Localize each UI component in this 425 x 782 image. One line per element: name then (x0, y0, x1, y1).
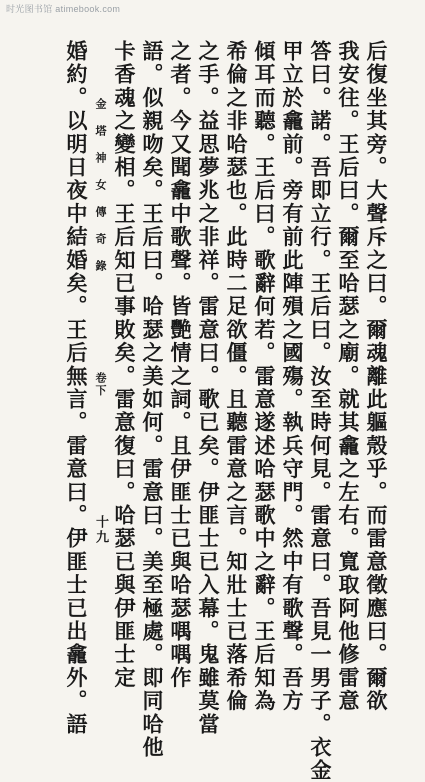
text-column-7: 之手。益思夢兆之非祥。雷意曰。歌已矣。伊匪士已入幕。鬼雖莫當 (196, 40, 221, 736)
text-column-10: 卡香魂之變相。王后知已事敗矣。雷意復曰。哈瑟已與伊匪士定 (112, 40, 137, 690)
text-column-4: 甲立於龕前。旁有前此陣殞之國殤。執兵守門。然中有歌聲。吾方 (280, 40, 305, 713)
text-column-6: 希倫之非哈瑟也。此時二足欲僵。且聽雷意之言。知壯士已落希倫 (224, 40, 249, 713)
text-column-3: 答曰。諾。吾即立行。王后曰。汝至時何見。雷意曰。吾見一男子。衣金 (308, 40, 333, 782)
margin-book-title: 金 塔 神 女 傳 奇 錄 (94, 98, 107, 273)
text-column-2: 我安往。王后曰。爾至哈瑟之廟。就其龕之左右。寬取阿他修雷意 (336, 40, 361, 713)
text-column-11: 婚約。以明日夜中結婚矣。王后無言。雷意曰。伊匪士已出龕外。語 (64, 40, 89, 736)
margin-volume-label: 卷下 (94, 372, 107, 397)
text-column-1: 后復坐其旁。大聲斥之曰。爾魂離此軀殼乎。而雷意徵應曰。爾欲 (364, 40, 389, 713)
text-column-5: 傾耳而聽。王后曰。歌辭何若。雷意遂述哈瑟歌中之辭。王后知為 (252, 40, 277, 713)
watermark: 时光图书馆 atimebook.com (6, 4, 121, 14)
text-column-8: 之者。今又聞龕中歌聲。皆艷情之詞。且伊匪士已與哈瑟喁喁作 (168, 40, 193, 690)
margin-page-number: 十九 (93, 515, 108, 545)
text-column-9: 語。似親吻矣。王后曰。哈瑟之美如何。雷意曰。美至極處。即同哈他 (140, 40, 165, 760)
